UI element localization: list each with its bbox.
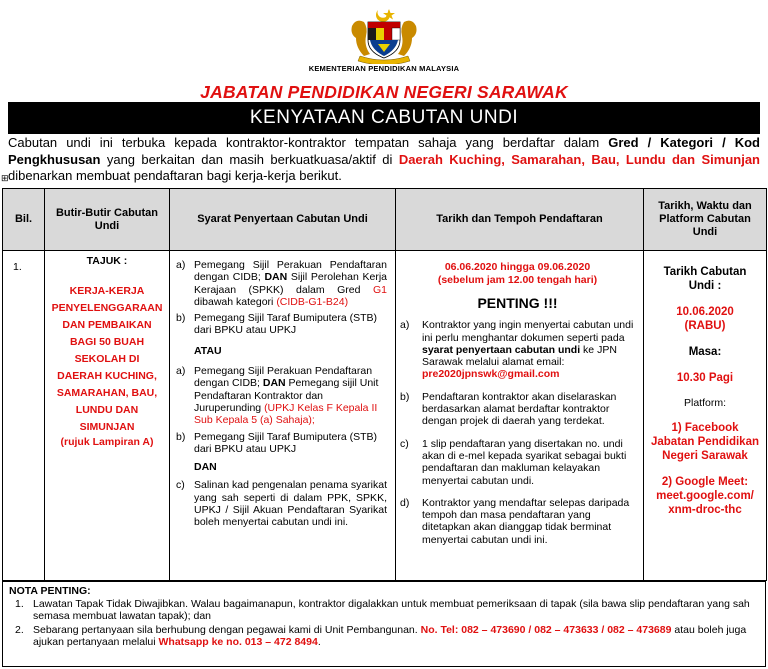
item-label: d): [400, 496, 410, 509]
email-address: pre2020jpnswk@gmail.com: [422, 368, 560, 381]
item-label: a): [176, 259, 186, 271]
text-bold: DAN: [262, 377, 286, 390]
item-label: b): [176, 430, 186, 443]
time-label: Masa:: [688, 346, 722, 358]
item-text: [422, 319, 635, 380]
list-item: [176, 479, 387, 528]
header-cabutan: Tarikh, Waktu dan Platform Cabutan Undi: [644, 189, 767, 251]
row-number: 1.: [3, 251, 45, 581]
and-separator: DAN: [194, 461, 217, 474]
text-part: ke JPN Sarawak melalui alamat email:: [422, 343, 617, 369]
intro-paragraph: [8, 135, 760, 185]
important-notes: [2, 581, 766, 667]
conditions-cell: [170, 251, 396, 581]
malaysia-crest-icon: [334, 6, 434, 64]
list-item: [176, 259, 387, 308]
list-item: [400, 438, 635, 487]
list-item: [400, 319, 635, 380]
upkj-class: (UPKJ Kelas F Kepala II Sub Kepala 5 (a) Sahaja);: [194, 401, 378, 427]
grade-code: G1: [372, 283, 387, 296]
registration-period: [400, 261, 635, 287]
ministry-name: KEMENTERIAN PENDIDIKAN MALAYSIA: [308, 64, 460, 73]
text-part: dibawah kategori: [194, 295, 277, 308]
details-cell: [45, 251, 170, 581]
platform-google-meet-label: 2) Google Meet:: [661, 476, 749, 489]
item-label: 1.: [15, 597, 24, 610]
item-text: Salinan kad pengenalan penama syarikat yang sah seperti di dalam PPK, SPKK, UPKJ / Sijil Akuan Pendaftaran Syarikat boleh menyertai cabutan undi ini.: [194, 479, 387, 529]
item-label: c): [176, 479, 185, 492]
text-part: Sebarang pertanyaan sila berhubung dengan pegawai kami di Unit Pembangunan.: [33, 623, 421, 636]
list-item: [176, 431, 387, 456]
item-text: Lawatan Tapak Tidak Diwajibkan. Walau bagaimanapun, kontraktor digalakkan untuk membuat pemeriksaan di tapak (sila bawa slip pendaftaran yang sah semasa membuat lawatan tapak); dan: [33, 597, 750, 622]
registration-cell: [396, 251, 644, 581]
intro-grade-text: Gred / Kategori / Kod Pengkhususan: [8, 135, 760, 167]
item-text: [33, 624, 759, 649]
project-title: KERJA-KERJA PENYELENGGARAAN DAN PEMBAIKAN BAGI 50 BUAH SEKOLAH DI DAERAH KUCHING, SAMARAHAN, BAU, LUNDU DAN SIMUNJAN: [51, 285, 163, 434]
table-header-row: [3, 189, 767, 251]
draw-date: 10.06.2020: [676, 306, 734, 318]
list-item: [176, 312, 387, 337]
department-title: JABATAN PENDIDIKAN NEGERI SARAWAK: [200, 82, 568, 102]
category-code: (CIDB-G1-B24): [276, 295, 349, 308]
platform-facebook: 1) Facebook Jabatan Pendidikan Negeri Sarawak: [650, 422, 759, 463]
header-butir: Butir-Butir Cabutan Undi: [45, 189, 170, 251]
header-syarat: Syarat Penyertaan Cabutan Undi: [170, 189, 396, 251]
item-label: b): [176, 312, 186, 325]
list-item: [400, 497, 635, 546]
text-part: Pemegang Sijil Perakuan Pendaftaran dengan CIDB;: [194, 365, 373, 390]
text-part: Kontraktor yang ingin menyertai cabutan undi ini perlu menghantar dokumen seperti pada: [422, 319, 634, 344]
intro-text-1: Cabutan undi ini terbuka kepada kontraktor-kontraktor tempatan sahaja yang berdaftar dalam: [8, 135, 609, 150]
header-tarikh: Tarikh dan Tempoh Pendaftaran: [396, 189, 644, 251]
item-label: 2.: [15, 623, 24, 636]
text-part: Pemegang Sijil Perakuan Pendaftaran dengan CIDB;: [194, 259, 387, 284]
item-label: c): [400, 437, 409, 450]
text-part: .: [317, 636, 321, 648]
whatsapp-number: Whatsapp ke no. 013 – 472 8494: [158, 636, 318, 648]
list-item: [9, 598, 759, 623]
intro-text-3: dibenarkan membuat pendaftaran bagi kerja-kerja berikut.: [8, 168, 342, 183]
registration-deadline: (sebelum jam 12.00 tengah hari): [437, 274, 598, 286]
platform-google-meet-link: meet.google.com/ xnm-droc-thc: [656, 490, 754, 517]
appendix-reference: (rujuk Lampiran A): [60, 436, 154, 449]
item-text: Pemegang Sijil Taraf Bumiputera (STB) dari BPKU atau UPKJ: [194, 312, 378, 337]
item-text: [194, 365, 387, 426]
tajuk-label: TAJUK :: [86, 255, 128, 267]
list-item: [9, 624, 759, 649]
item-text: Pendaftaran kontraktor akan diselaraskan berdasarkan alamat berdaftar kontraktor dengan projek di daerah yang terdekat.: [422, 390, 617, 428]
header-bil: Bil.: [3, 189, 45, 251]
text-part: Pemegang sijil Unit Pendaftaran Kontraktor dan Juruperunding: [194, 377, 379, 414]
text-bold: syarat penyertaan cabutan undi: [422, 343, 581, 356]
tender-table: [2, 188, 767, 581]
item-text: 1 slip pendaftaran yang disertakan no. undi akan di e-mel kepada syarikat sebagai bukti pendaftaran dan makluman kelayakan menyertai cabutan undi.: [422, 437, 627, 487]
item-text: [194, 259, 387, 308]
table-row: [3, 251, 767, 581]
table-move-handle-icon: ⊞: [1, 173, 9, 183]
text-bold: DAN: [264, 271, 288, 284]
registration-dates: 06.06.2020 hingga 09.06.2020: [444, 261, 591, 273]
item-text: Pemegang Sijil Taraf Bumiputera (STB) dari BPKU atau UPKJ: [194, 430, 378, 455]
item-label: a): [400, 319, 410, 332]
intro-text-2: yang berkaitan dan masih berkuatkuasa/aktif di: [100, 151, 399, 167]
notes-title: NOTA PENTING:: [9, 585, 91, 597]
announcement-banner: KENYATAAN CABUTAN UNDI: [8, 102, 760, 134]
draw-cell: [644, 251, 767, 581]
draw-date-label: Tarikh Cabutan Undi :: [663, 266, 747, 292]
list-item: [176, 365, 387, 426]
item-text: Kontraktor yang mendaftar selepas daripada tempoh dan masa pendaftaran yang ditetapkan akan dianggap tidak berminat menyertai cabutan undi ini.: [422, 496, 630, 546]
important-heading: PENTING !!!: [477, 295, 558, 311]
draw-day: (RABU): [684, 320, 726, 332]
or-separator: ATAU: [194, 344, 222, 357]
text-part: Sijil Perolehan Kerja Kerajaan (SPKK) dalam Gred: [194, 271, 387, 296]
item-label: b): [400, 390, 410, 403]
intro-districts: Daerah Kuching, Samarahan, Bau, Lundu dan Simunjan: [398, 151, 760, 167]
list-item: [400, 391, 635, 428]
item-label: a): [176, 365, 186, 378]
draw-time: 10.30 Pagi: [676, 372, 734, 384]
text-part: atau boleh juga ajukan pertanyaan melalui: [33, 623, 747, 648]
phone-numbers: No. Tel: 082 – 473690 / 082 – 473633 / 082 – 473689: [420, 623, 672, 636]
platform-label: Platform:: [683, 397, 726, 409]
